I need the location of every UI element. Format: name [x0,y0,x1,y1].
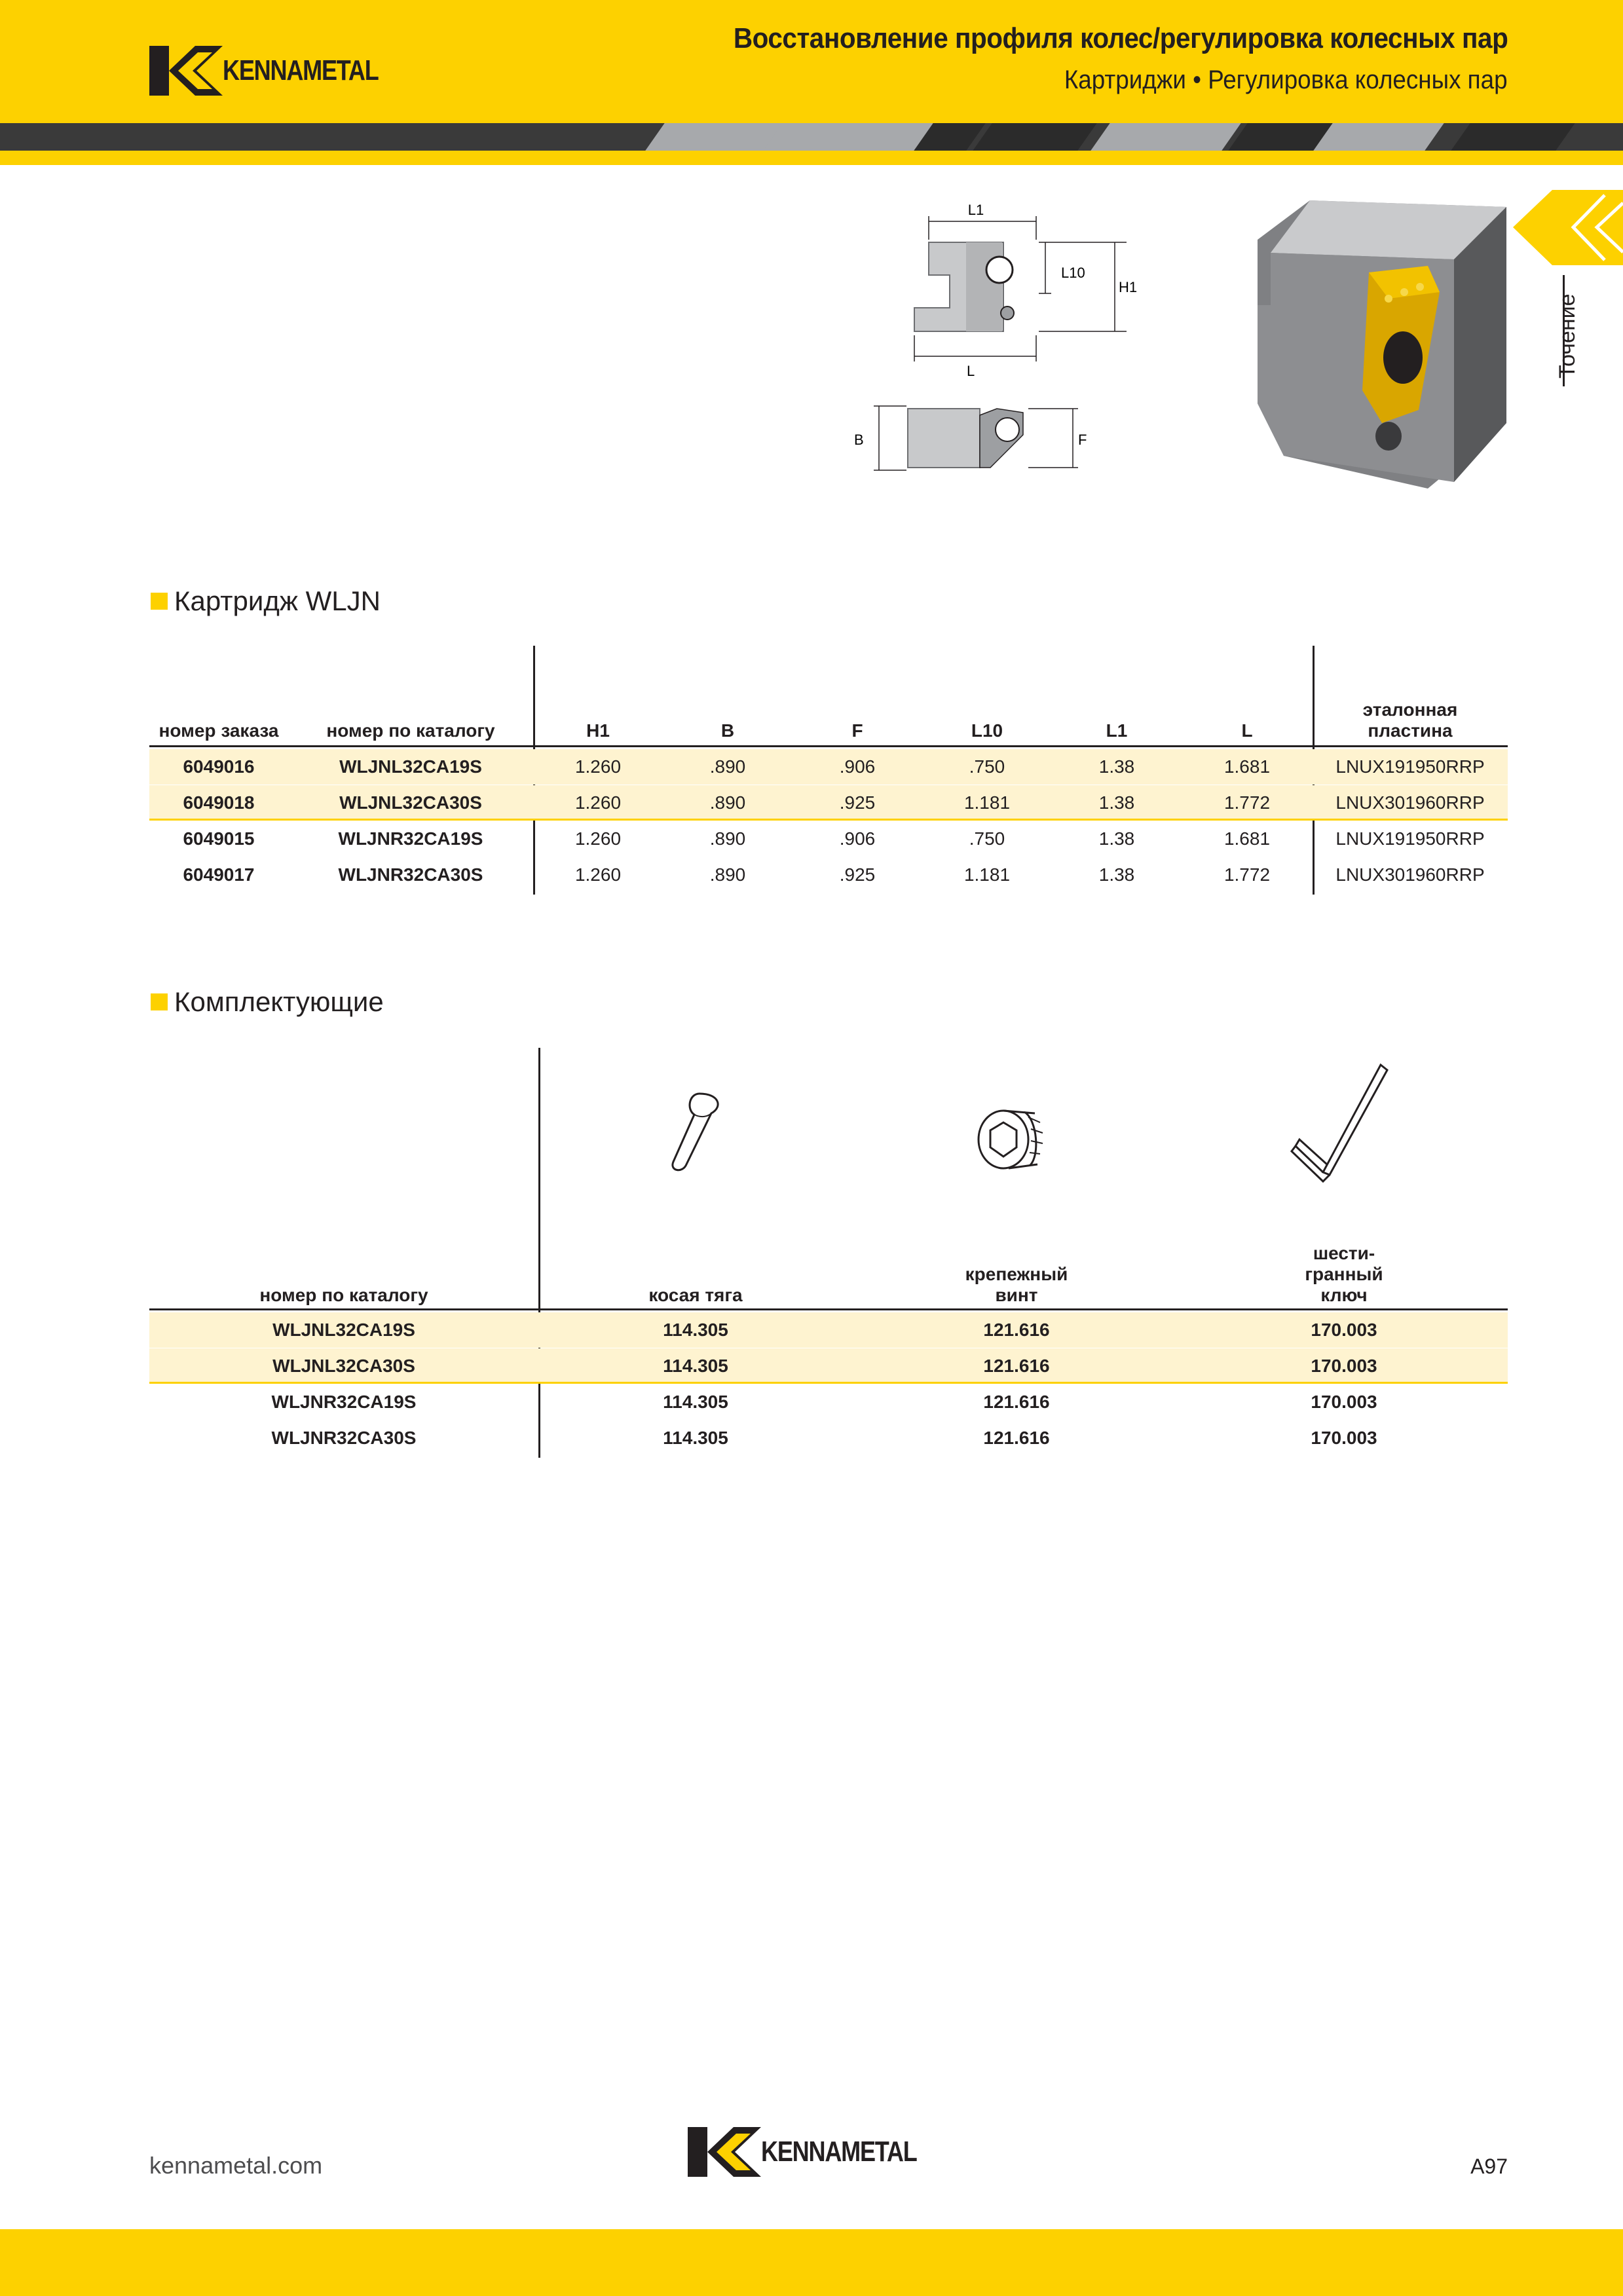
table-cell: 1.681 [1223,756,1271,777]
table-cell: WLJNL32CA30S [339,792,482,813]
table-cell: .925 [839,792,876,813]
table-cell: 1.38 [1098,864,1135,885]
table-cell: 6049015 [183,828,255,849]
accessories-table [149,1048,1508,1460]
table-cell: 1.260 [574,756,622,777]
section-heading-cartridge: Картридж WLJN [151,585,381,617]
footer-logo [688,2127,951,2177]
table-cell: .750 [969,756,1005,777]
table-cell: WLJNL32CA19S [339,756,482,777]
th-h1: H1 [586,720,610,741]
table-cell: 1.181 [963,864,1011,885]
table-cell: .890 [709,864,746,885]
footer-band [0,2229,1623,2296]
table-cell: 1.681 [1223,828,1271,849]
table-cell: .890 [709,792,746,813]
table-row [149,857,1508,893]
logo-wordmark: KENNAMETAL [761,2136,917,2168]
kennametal-k-icon [149,46,223,96]
table-cell: 1.38 [1098,828,1135,849]
cartridge-table [149,646,1508,895]
th-l10: L10 [971,720,1003,741]
table-cell: 1.181 [963,792,1011,813]
header-underline [0,151,1623,165]
table-cell: 170.003 [1311,1356,1377,1376]
table-cell: 114.305 [663,1320,728,1340]
table-cell: 170.003 [1311,1392,1377,1412]
table-cell: 1.260 [574,864,622,885]
table-cell: WLJNL32CA19S [272,1320,415,1340]
table-cell: 121.616 [983,1428,1050,1448]
th-hex-key: шести- гранный ключ [1305,1243,1383,1305]
table-row [149,821,1508,857]
dim-label-b: B [854,432,864,448]
th-catalog-number: номер по каталогу [259,1285,428,1305]
hex-key-icon [1289,1061,1394,1192]
table-cell: .906 [839,756,876,777]
table-cell: LNUX301960RRP [1335,864,1485,885]
dim-label-h1: H1 [1119,279,1138,295]
table-cell: 6049016 [183,756,255,777]
table-cell: 170.003 [1311,1320,1377,1340]
th-l1: L1 [1106,720,1128,741]
page-number: A97 [1470,2155,1508,2178]
table-cell: LNUX191950RRP [1335,828,1485,849]
table-cell: 1.772 [1223,864,1271,885]
dim-label-f: F [1078,432,1087,448]
cartridge-dimension-drawing [851,190,1153,485]
kennametal-k-icon [688,2127,761,2177]
table-row [149,1420,1508,1456]
table-cell: 6049017 [183,864,255,885]
page-subtitle: Картриджи • Регулировка колесных пар [1064,65,1508,94]
table-row [149,1312,1508,1348]
header-stripes [0,123,1623,151]
th-b: B [720,720,735,741]
cartridge-product-image [1231,194,1520,495]
table-row [149,1384,1508,1420]
th-l: L [1241,720,1253,741]
table-cell: 114.305 [663,1392,728,1412]
th-catalog-number: номер по каталогу [326,720,495,741]
table-cell: WLJNL32CA30S [272,1356,415,1376]
section-heading-accessories: Комплектующие [151,986,384,1018]
table-row [149,749,1508,785]
dim-label-l1: L1 [967,202,984,218]
table-cell: 6049018 [183,792,255,813]
th-f: F [851,720,863,741]
clamping-screw-icon [972,1100,1057,1179]
table-row [149,1348,1508,1384]
table-cell: .750 [969,828,1005,849]
table-cell: 1.772 [1223,792,1271,813]
dim-label-l10: L10 [1061,265,1085,281]
table-cell: 114.305 [663,1428,728,1448]
side-tab-label: Точение [1555,293,1580,379]
table-cell: .925 [839,864,876,885]
table-cell: 121.616 [983,1320,1050,1340]
table-cell: .890 [709,828,746,849]
clamp-icon [660,1087,739,1185]
table-cell: .890 [709,756,746,777]
dim-label-l: L [967,363,975,379]
side-tab-chevron-icon [1513,190,1623,265]
table-cell: 121.616 [983,1356,1050,1376]
table-cell: WLJNR32CA19S [271,1392,417,1412]
section-bullet-icon [151,993,168,1010]
th-clamping-screw: крепежный винт [965,1264,1068,1305]
table-cell: 1.38 [1098,792,1135,813]
th-order-number: номер заказа [159,720,279,741]
table-cell: 121.616 [983,1392,1050,1412]
page-title: Восстановление профиля колес/регулировка колесных пар [733,22,1508,54]
footer-url: kennametal.com [149,2152,323,2179]
table-cell: WLJNR32CA30S [271,1428,417,1448]
table-cell: 1.260 [574,792,622,813]
th-clamp: косая тяга [648,1285,743,1305]
table-cell: 114.305 [663,1356,728,1376]
th-reference-insert: эталонная пластина [1362,699,1458,741]
table-row [149,785,1508,821]
table-cell: 1.260 [574,828,622,849]
table-cell: WLJNR32CA30S [338,864,483,885]
header-logo [149,46,413,96]
table-cell: LNUX191950RRP [1335,756,1485,777]
table-cell: LNUX301960RRP [1335,792,1485,813]
table-cell: WLJNR32CA19S [338,828,483,849]
logo-wordmark: KENNAMETAL [223,54,379,86]
table-cell: .906 [839,828,876,849]
section-bullet-icon [151,593,168,610]
table-cell: 1.38 [1098,756,1135,777]
table-cell: 170.003 [1311,1428,1377,1448]
